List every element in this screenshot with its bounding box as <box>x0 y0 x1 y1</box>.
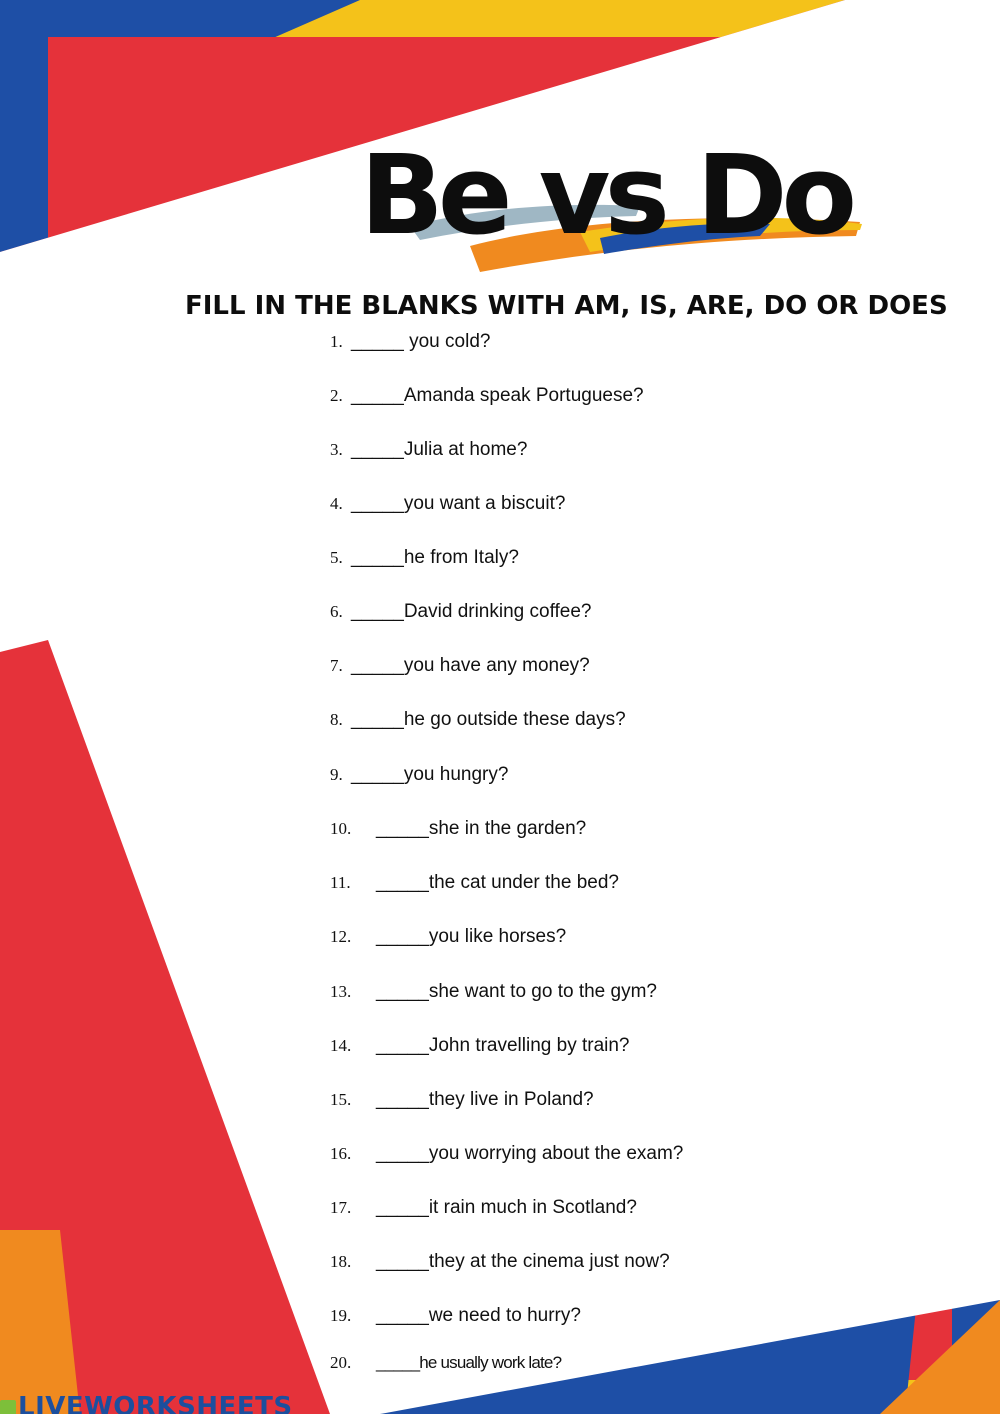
question-number: 5. <box>330 548 343 567</box>
question-number: 8. <box>330 710 343 729</box>
question-item <box>330 327 490 357</box>
logo-text: LIVEWORKSHEETS <box>18 1392 293 1414</box>
question-text: _____they live in Poland? <box>376 1089 594 1110</box>
question-number: 3. <box>330 440 343 459</box>
question-item <box>330 977 657 1007</box>
question-text: _____we need to hurry? <box>376 1305 581 1326</box>
question-number: 12. <box>330 927 352 946</box>
question-number: 1. <box>330 332 343 351</box>
question-item <box>330 1085 594 1115</box>
question-item <box>330 814 586 844</box>
question-number: 14. <box>330 1036 352 1055</box>
question-item <box>330 760 508 790</box>
question-item <box>330 543 519 573</box>
question-item <box>330 651 590 681</box>
question-number: 19. <box>330 1306 352 1325</box>
instructions-heading: FILL IN THE BLANKS WITH AM, IS, ARE, DO OR DOES <box>185 291 948 321</box>
question-item <box>330 1139 683 1169</box>
question-text: _____Amanda speak Portuguese? <box>351 385 644 406</box>
question-number: 9. <box>330 765 343 784</box>
question-text: _____they at the cinema just now? <box>376 1251 670 1272</box>
question-text: _____you worrying about the exam? <box>376 1143 684 1164</box>
question-text: _____John travelling by train? <box>376 1035 630 1056</box>
question-item <box>330 1247 670 1277</box>
question-number: 18. <box>330 1252 352 1271</box>
question-number: 17. <box>330 1198 352 1217</box>
question-text: _____you want a biscuit? <box>351 493 566 514</box>
question-item <box>330 705 626 735</box>
question-number: 20. <box>330 1353 352 1372</box>
question-text: _____ you cold? <box>351 331 491 352</box>
question-item <box>330 597 592 627</box>
question-item <box>330 1031 630 1061</box>
question-number: 10. <box>330 819 352 838</box>
question-text: _____the cat under the bed? <box>376 872 619 893</box>
question-item <box>330 868 619 898</box>
question-item <box>330 1193 637 1223</box>
question-number: 11. <box>330 873 351 892</box>
question-number: 2. <box>330 386 343 405</box>
question-item <box>330 922 566 952</box>
question-text: _____it rain much in Scotland? <box>376 1197 637 1218</box>
question-item <box>330 1348 561 1378</box>
question-text: _____you have any money? <box>351 655 590 676</box>
question-number: 15. <box>330 1090 352 1109</box>
question-text: _____he from Italy? <box>351 547 519 568</box>
question-text: _____David drinking coffee? <box>351 601 592 622</box>
question-number: 4. <box>330 494 343 513</box>
question-text: _____Julia at home? <box>351 439 528 460</box>
question-text: _____she want to go to the gym? <box>376 981 657 1002</box>
question-item <box>330 489 565 519</box>
question-number: 6. <box>330 602 343 621</box>
question-text: _____she in the garden? <box>376 818 587 839</box>
question-number: 16. <box>330 1144 352 1163</box>
question-text: _____he usually work late? <box>376 1353 562 1372</box>
question-item <box>330 1301 581 1331</box>
question-text: _____you like horses? <box>376 926 567 947</box>
question-text: _____you hungry? <box>351 764 509 785</box>
question-number: 13. <box>330 982 352 1001</box>
question-text: _____he go outside these days? <box>351 709 626 730</box>
question-number: 7. <box>330 656 343 675</box>
question-item <box>330 381 644 411</box>
page-title: Be vs Do <box>360 131 852 259</box>
liveworksheets-logo <box>0 1392 293 1414</box>
liveworksheets-logo-icon <box>0 1400 16 1414</box>
question-item <box>330 435 527 465</box>
